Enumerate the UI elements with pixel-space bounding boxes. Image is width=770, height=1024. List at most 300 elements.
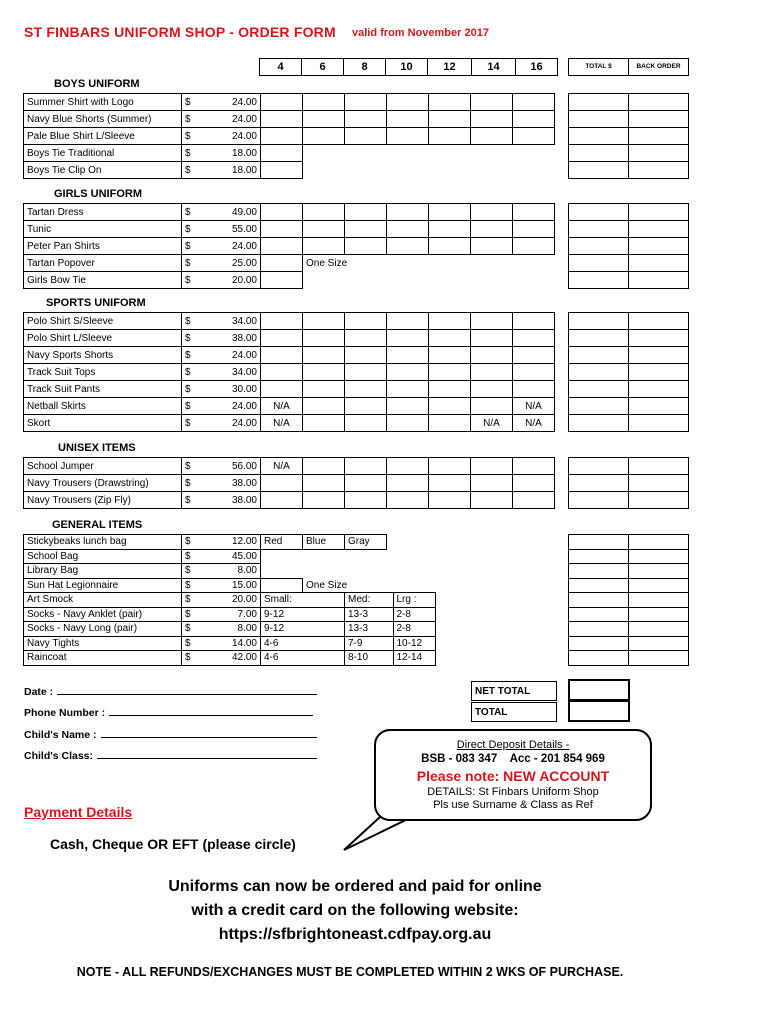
qty-cell[interactable]	[261, 364, 303, 381]
qty-cell[interactable]	[471, 111, 513, 128]
deposit-details: DETAILS: St Finbars Uniform Shop	[427, 786, 599, 798]
qty-cell[interactable]	[429, 221, 471, 238]
currency: $	[182, 94, 206, 111]
total-cell[interactable]	[569, 593, 629, 608]
total-header: TOTAL $	[568, 58, 629, 76]
table-row	[24, 145, 555, 162]
qty-cell[interactable]	[387, 313, 429, 330]
backorder-cell[interactable]	[629, 636, 689, 651]
currency: $	[182, 593, 206, 608]
na-cell: N/A	[471, 415, 513, 432]
item-price: 45.00	[206, 549, 261, 564]
total-cell[interactable]	[569, 564, 629, 579]
backorder-cell[interactable]	[629, 651, 689, 666]
qty-cell[interactable]	[429, 347, 471, 364]
currency: $	[182, 549, 206, 564]
backorder-cell[interactable]	[629, 162, 689, 179]
backorder-cell[interactable]	[629, 535, 689, 550]
total-cell[interactable]	[569, 111, 629, 128]
online-url[interactable]: https://sfbrightoneast.cdfpay.org.au	[218, 926, 492, 943]
qty-cell[interactable]	[387, 398, 429, 415]
total-cell[interactable]	[569, 128, 629, 145]
item-name: Summer Shirt with Logo	[24, 94, 182, 111]
backorder-cell[interactable]	[629, 564, 689, 579]
qty-cell[interactable]	[429, 128, 471, 145]
qty-cell[interactable]	[429, 204, 471, 221]
backorder-cell[interactable]	[629, 238, 689, 255]
table-row	[24, 381, 555, 398]
item-price: 14.00	[206, 636, 261, 651]
total-cell[interactable]	[569, 607, 629, 622]
size-small[interactable]: Small:	[261, 593, 345, 608]
table-row	[24, 162, 555, 179]
qty-cell[interactable]	[513, 111, 555, 128]
qty-cell[interactable]	[429, 364, 471, 381]
item-name: Navy Blue Shorts (Summer)	[24, 111, 182, 128]
qty-cell[interactable]	[345, 221, 387, 238]
qty-cell[interactable]	[303, 381, 345, 398]
qty-cell[interactable]	[261, 492, 303, 509]
qty-cell[interactable]	[303, 111, 345, 128]
na-cell: N/A	[261, 415, 303, 432]
na-cell: N/A	[513, 398, 555, 415]
currency: $	[182, 162, 206, 179]
total-cell[interactable]	[569, 492, 629, 509]
currency: $	[182, 578, 206, 593]
qty-cell[interactable]	[303, 128, 345, 145]
qty-cell[interactable]	[387, 415, 429, 432]
qty-cell[interactable]	[303, 221, 345, 238]
girls-table	[23, 203, 555, 289]
qty-cell[interactable]	[471, 330, 513, 347]
qty-cell[interactable]	[471, 128, 513, 145]
backorder-cell[interactable]	[629, 364, 689, 381]
net-total-value[interactable]	[568, 679, 630, 701]
boys-table	[23, 93, 555, 179]
qty-cell[interactable]	[513, 475, 555, 492]
total-cell[interactable]	[569, 221, 629, 238]
backorder-cell[interactable]	[629, 330, 689, 347]
total-cell[interactable]	[569, 415, 629, 432]
total-cell[interactable]	[569, 622, 629, 637]
currency: $	[182, 381, 206, 398]
online-line-2: with a credit card on the following website:	[191, 902, 519, 919]
item-price: 34.00	[206, 364, 261, 381]
qty-cell[interactable]	[513, 94, 555, 111]
child-class-field[interactable]	[24, 749, 317, 762]
qty-cell[interactable]	[513, 364, 555, 381]
backorder-cell[interactable]	[629, 415, 689, 432]
total-cell[interactable]	[569, 651, 629, 666]
qty-cell[interactable]	[387, 111, 429, 128]
backorder-cell[interactable]	[629, 128, 689, 145]
backorder-header: BACK ORDER	[628, 58, 689, 76]
backorder-cell[interactable]	[629, 607, 689, 622]
item-name: Socks - Navy Long (pair)	[24, 622, 182, 637]
size-small[interactable]: 9-12	[261, 622, 345, 637]
qty-cell[interactable]	[387, 492, 429, 509]
backorder-cell[interactable]	[629, 94, 689, 111]
total-cell[interactable]	[569, 636, 629, 651]
total-cell[interactable]	[569, 162, 629, 179]
form-title: ST FINBARS UNIFORM SHOP - ORDER FORM	[24, 24, 336, 40]
qty-cell[interactable]	[471, 347, 513, 364]
currency: $	[182, 111, 206, 128]
child-class-label: Child's Class:	[24, 750, 94, 762]
table-row	[24, 636, 436, 651]
table-row	[24, 398, 555, 415]
currency: $	[182, 221, 206, 238]
backorder-cell[interactable]	[629, 204, 689, 221]
qty-cell[interactable]	[303, 94, 345, 111]
qty-cell[interactable]	[471, 238, 513, 255]
qty-cell[interactable]	[471, 364, 513, 381]
currency: $	[182, 607, 206, 622]
size-large[interactable]: 12-14	[393, 651, 435, 666]
qty-cell[interactable]	[387, 364, 429, 381]
item-price: 18.00	[206, 145, 261, 162]
qty-cell[interactable]	[345, 364, 387, 381]
qty-cell[interactable]	[471, 458, 513, 475]
speech-bubble-tail	[340, 815, 420, 855]
qty-cell[interactable]	[387, 330, 429, 347]
currency: $	[182, 238, 206, 255]
item-price: 49.00	[206, 204, 261, 221]
colour-option-red[interactable]: Red	[261, 535, 303, 550]
qty-cell[interactable]	[261, 94, 303, 111]
qty-cell[interactable]	[387, 238, 429, 255]
item-name: Boys Tie Traditional	[24, 145, 182, 162]
total-cell[interactable]	[569, 313, 629, 330]
qty-cell[interactable]	[387, 204, 429, 221]
item-price: 38.00	[206, 492, 261, 509]
qty-cell[interactable]	[261, 347, 303, 364]
total-cell[interactable]	[569, 238, 629, 255]
qty-cell[interactable]	[387, 381, 429, 398]
item-price: 42.00	[206, 651, 261, 666]
qty-cell[interactable]	[345, 111, 387, 128]
qty-cell[interactable]	[345, 330, 387, 347]
table-row	[24, 204, 555, 221]
qty-cell[interactable]	[261, 381, 303, 398]
refund-note: NOTE - ALL REFUNDS/EXCHANGES MUST BE COMPLETED WITHIN 2 WKS OF PURCHASE.	[76, 965, 624, 979]
item-name: Raincoat	[24, 651, 182, 666]
colour-option-gray[interactable]: Gray	[345, 535, 387, 550]
total-cell[interactable]	[569, 272, 629, 289]
qty-cell[interactable]	[261, 313, 303, 330]
size-header-16: 16	[515, 58, 558, 76]
item-price: 38.00	[206, 475, 261, 492]
general-heading: GENERAL ITEMS	[52, 519, 143, 531]
sports-table	[23, 312, 555, 432]
backorder-cell[interactable]	[629, 255, 689, 272]
table-row	[24, 535, 436, 550]
currency: $	[182, 313, 206, 330]
qty-cell[interactable]	[513, 238, 555, 255]
backorder-cell[interactable]	[629, 549, 689, 564]
qty-cell[interactable]	[429, 111, 471, 128]
qty-cell[interactable]	[345, 204, 387, 221]
item-price: 55.00	[206, 221, 261, 238]
deposit-title: Direct Deposit Details -	[456, 739, 570, 751]
total-cell[interactable]	[569, 549, 629, 564]
backorder-cell[interactable]	[629, 381, 689, 398]
currency: $	[182, 204, 206, 221]
qty-cell[interactable]	[429, 381, 471, 398]
table-row	[24, 364, 555, 381]
qty-cell[interactable]	[303, 492, 345, 509]
qty-cell[interactable]	[471, 204, 513, 221]
qty-cell[interactable]	[429, 415, 471, 432]
table-row	[24, 622, 436, 637]
size-header-14: 14	[471, 58, 516, 76]
backorder-cell[interactable]	[629, 272, 689, 289]
table-row	[24, 330, 555, 347]
qty-cell[interactable]	[471, 398, 513, 415]
boys-totals	[568, 93, 689, 179]
qty-cell[interactable]	[387, 221, 429, 238]
total-cell[interactable]	[569, 255, 629, 272]
item-price: 7.00	[206, 607, 261, 622]
total-cell[interactable]	[569, 364, 629, 381]
item-name: Polo Shirt L/Sleeve	[24, 330, 182, 347]
currency: $	[182, 564, 206, 579]
size-header-10: 10	[385, 58, 428, 76]
total-cell[interactable]	[569, 94, 629, 111]
qty-cell[interactable]	[261, 204, 303, 221]
size-medium[interactable]: 7-9	[345, 636, 394, 651]
total-value[interactable]	[568, 700, 630, 722]
date-label: Date :	[24, 686, 54, 698]
table-row	[24, 255, 555, 272]
total-cell[interactable]	[569, 381, 629, 398]
size-small[interactable]: 9-12	[261, 607, 345, 622]
table-row	[24, 492, 555, 509]
qty-cell[interactable]	[303, 398, 345, 415]
table-row	[24, 128, 555, 145]
unisex-totals	[568, 457, 689, 509]
size-medium[interactable]: 13-3	[345, 607, 394, 622]
qty-cell[interactable]	[345, 347, 387, 364]
currency: $	[182, 364, 206, 381]
qty-cell[interactable]	[303, 475, 345, 492]
backorder-cell[interactable]	[629, 398, 689, 415]
colour-option-blue[interactable]: Blue	[303, 535, 345, 550]
total-cell[interactable]	[569, 347, 629, 364]
total-cell[interactable]	[569, 330, 629, 347]
qty-cell[interactable]	[513, 128, 555, 145]
size-large[interactable]: 2-8	[393, 607, 435, 622]
qty-cell[interactable]	[471, 492, 513, 509]
child-name-field[interactable]	[24, 728, 317, 741]
qty-cell[interactable]	[261, 238, 303, 255]
qty-cell[interactable]	[345, 458, 387, 475]
qty-cell[interactable]	[261, 578, 303, 593]
qty-cell[interactable]	[345, 94, 387, 111]
qty-cell[interactable]	[513, 492, 555, 509]
qty-cell[interactable]	[345, 128, 387, 145]
item-name: Navy Trousers (Zip Fly)	[24, 492, 182, 509]
backorder-cell[interactable]	[629, 221, 689, 238]
item-price: 25.00	[206, 255, 261, 272]
size-small[interactable]: 4-6	[261, 636, 345, 651]
net-total-label: NET TOTAL	[471, 681, 557, 701]
child-name-label: Child's Name :	[24, 729, 97, 741]
qty-cell[interactable]	[261, 255, 303, 272]
total-cell[interactable]	[569, 398, 629, 415]
qty-cell[interactable]	[429, 492, 471, 509]
qty-cell[interactable]	[387, 94, 429, 111]
currency: $	[182, 145, 206, 162]
qty-cell[interactable]	[471, 221, 513, 238]
qty-cell[interactable]	[345, 313, 387, 330]
qty-cell[interactable]	[303, 458, 345, 475]
currency: $	[182, 415, 206, 432]
size-header-6: 6	[301, 58, 344, 76]
qty-cell[interactable]	[303, 313, 345, 330]
qty-cell[interactable]	[513, 204, 555, 221]
backorder-cell[interactable]	[629, 578, 689, 593]
table-row	[24, 94, 555, 111]
total-cell[interactable]	[569, 458, 629, 475]
qty-cell[interactable]	[261, 145, 303, 162]
qty-cell[interactable]	[261, 330, 303, 347]
item-price: 24.00	[206, 347, 261, 364]
phone-field[interactable]	[24, 706, 313, 719]
qty-cell[interactable]	[513, 347, 555, 364]
total-cell[interactable]	[569, 578, 629, 593]
total-cell[interactable]	[569, 535, 629, 550]
backorder-cell[interactable]	[629, 622, 689, 637]
qty-cell[interactable]	[387, 347, 429, 364]
table-row	[24, 564, 436, 579]
size-medium[interactable]: 8-10	[345, 651, 394, 666]
table-row	[24, 221, 555, 238]
qty-cell[interactable]	[303, 330, 345, 347]
new-account-notice: Please note: NEW ACCOUNT	[416, 768, 610, 784]
qty-cell[interactable]	[513, 221, 555, 238]
currency: $	[182, 651, 206, 666]
bank-details	[376, 753, 650, 765]
qty-cell[interactable]	[303, 347, 345, 364]
size-large[interactable]: 2-8	[393, 622, 435, 637]
qty-cell[interactable]	[345, 475, 387, 492]
qty-cell[interactable]	[303, 415, 345, 432]
account-number: Acc - 201 854 969	[509, 753, 605, 765]
backorder-cell[interactable]	[629, 475, 689, 492]
qty-cell[interactable]	[261, 111, 303, 128]
item-name: Boys Tie Clip On	[24, 162, 182, 179]
qty-cell[interactable]	[261, 162, 303, 179]
qty-cell[interactable]	[429, 330, 471, 347]
qty-cell[interactable]	[513, 313, 555, 330]
qty-cell[interactable]	[429, 238, 471, 255]
qty-cell[interactable]	[261, 272, 303, 289]
qty-cell[interactable]	[471, 94, 513, 111]
item-price: 34.00	[206, 313, 261, 330]
general-table	[23, 534, 436, 666]
qty-cell[interactable]	[429, 313, 471, 330]
size-medium[interactable]: 13-3	[345, 622, 394, 637]
qty-cell[interactable]	[345, 398, 387, 415]
qty-cell[interactable]	[345, 381, 387, 398]
qty-cell[interactable]	[387, 458, 429, 475]
currency: $	[182, 475, 206, 492]
payment-methods[interactable]: Cash, Cheque OR EFT (please circle)	[50, 836, 296, 852]
backorder-cell[interactable]	[629, 313, 689, 330]
backorder-cell[interactable]	[629, 145, 689, 162]
qty-cell[interactable]	[471, 381, 513, 398]
qty-cell[interactable]	[387, 475, 429, 492]
backorder-cell[interactable]	[629, 111, 689, 128]
qty-cell[interactable]	[429, 94, 471, 111]
item-name: Polo Shirt S/Sleeve	[24, 313, 182, 330]
size-large[interactable]: 10-12	[393, 636, 435, 651]
qty-cell[interactable]	[429, 458, 471, 475]
qty-cell[interactable]	[513, 330, 555, 347]
size-small[interactable]: 4-6	[261, 651, 345, 666]
na-cell: N/A	[261, 458, 303, 475]
online-line-1: Uniforms can now be ordered and paid for online	[168, 878, 542, 895]
table-row	[24, 607, 436, 622]
na-cell: N/A	[261, 398, 303, 415]
backorder-cell[interactable]	[629, 458, 689, 475]
total-cell[interactable]	[569, 204, 629, 221]
unisex-table	[23, 457, 555, 509]
table-row	[24, 313, 555, 330]
backorder-cell[interactable]	[629, 593, 689, 608]
item-price: 24.00	[206, 94, 261, 111]
qty-cell[interactable]	[429, 398, 471, 415]
item-price: 20.00	[206, 272, 261, 289]
qty-cell[interactable]	[261, 128, 303, 145]
table-row	[24, 458, 555, 475]
item-name: Socks - Navy Anklet (pair)	[24, 607, 182, 622]
qty-cell[interactable]	[471, 475, 513, 492]
date-field[interactable]	[24, 685, 317, 698]
qty-cell[interactable]	[345, 415, 387, 432]
item-price: 56.00	[206, 458, 261, 475]
table-row	[24, 238, 555, 255]
unisex-heading: UNISEX ITEMS	[58, 442, 136, 454]
qty-cell[interactable]	[513, 458, 555, 475]
backorder-cell[interactable]	[629, 347, 689, 364]
qty-cell[interactable]	[261, 221, 303, 238]
qty-cell[interactable]	[303, 364, 345, 381]
qty-cell[interactable]	[429, 475, 471, 492]
qty-cell[interactable]	[471, 313, 513, 330]
item-name: Pale Blue Shirt L/Sleeve	[24, 128, 182, 145]
total-cell[interactable]	[569, 475, 629, 492]
total-cell[interactable]	[569, 145, 629, 162]
qty-cell[interactable]	[261, 475, 303, 492]
deposit-instructions: Pls use Surname & Class as Ref	[433, 799, 593, 811]
item-name: Navy Sports Shorts	[24, 347, 182, 364]
qty-cell[interactable]	[345, 238, 387, 255]
bsb-number: BSB - 083 347	[421, 753, 498, 765]
qty-cell[interactable]	[513, 381, 555, 398]
size-large[interactable]: Lrg :	[393, 593, 435, 608]
currency: $	[182, 535, 206, 550]
qty-cell[interactable]	[303, 204, 345, 221]
size-medium[interactable]: Med:	[345, 593, 394, 608]
qty-cell[interactable]	[303, 238, 345, 255]
qty-cell[interactable]	[387, 128, 429, 145]
item-price: 15.00	[206, 578, 261, 593]
qty-cell[interactable]	[345, 492, 387, 509]
sports-heading: SPORTS UNIFORM	[46, 297, 146, 309]
backorder-cell[interactable]	[629, 492, 689, 509]
